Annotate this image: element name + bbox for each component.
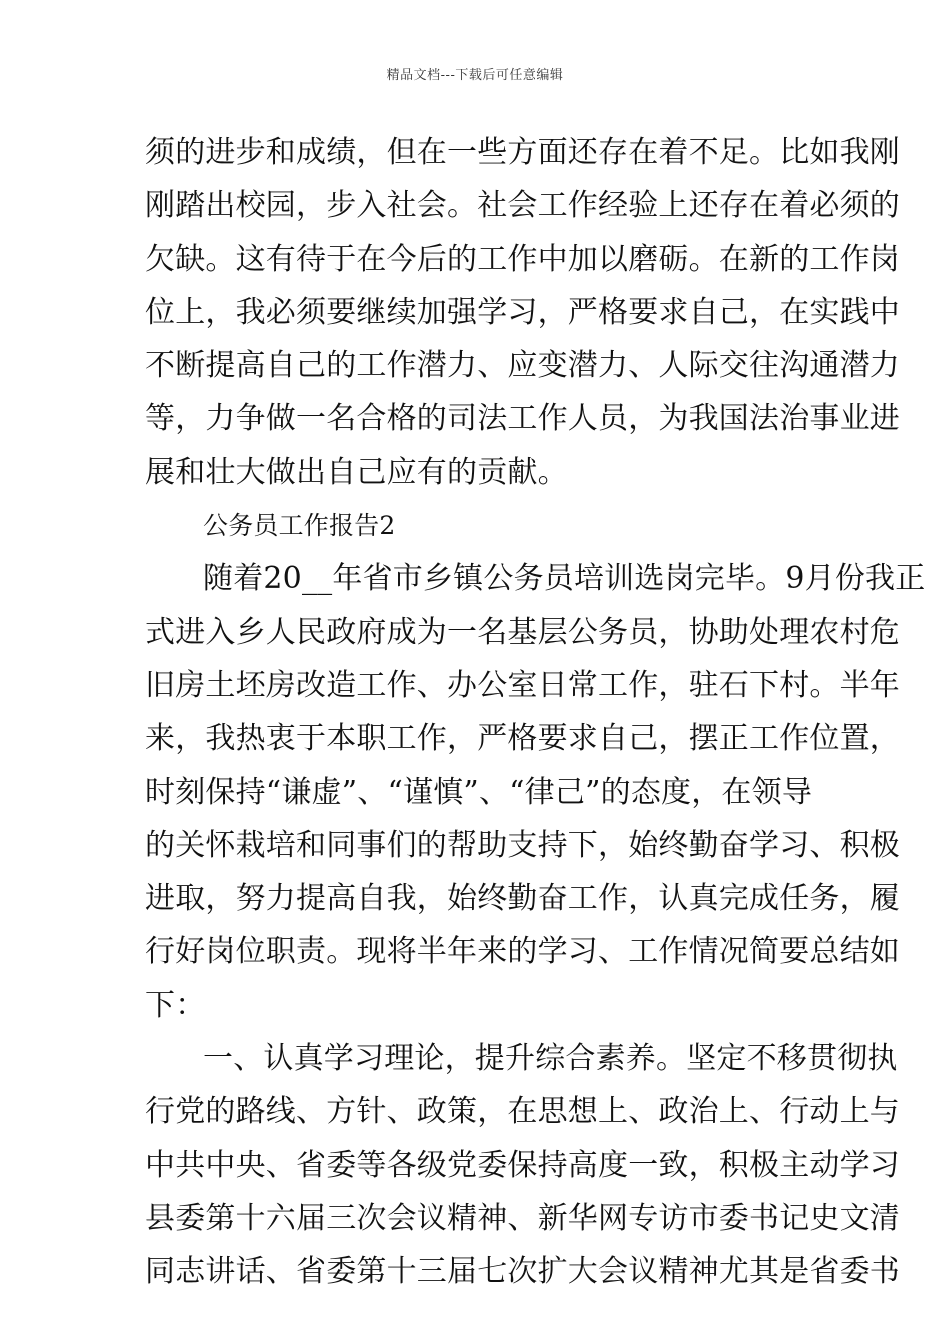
text-line: 欠缺。这有待于在今后的工作中加以磨砺。在新的工作岗 <box>145 241 900 277</box>
document-body <box>145 126 926 1299</box>
text-line: 来，我热衷于本职工作，严格要求自己，摆正工作位置， <box>145 721 900 757</box>
paragraph-first-line: 随着20__年省市乡镇公务员培训选岗完毕。9月份我正 <box>203 561 926 597</box>
text-line: 行党的路线、方针、政策，在思想上、政治上、行动上与 <box>145 1094 900 1130</box>
text-line: 等，力争做一名合格的司法工作人员，为我国法治事业进 <box>145 401 900 437</box>
text-line: 刚踏出校园，步入社会。社会工作经验上还存在着必须的 <box>145 188 900 224</box>
text-line: 下： <box>145 987 206 1023</box>
text-line: 的关怀栽培和同事们的帮助支持下，始终勤奋学习、积极 <box>145 827 900 863</box>
text-line: 须的进步和成绩，但在一些方面还存在着不足。比如我刚 <box>145 135 900 170</box>
text-line: 位上，我必须要继续加强学习，严格要求自己，在实践中 <box>145 294 900 330</box>
text-line: 同志讲话、省委第十三届七次扩大会议精神尤其是省委书 <box>145 1254 900 1290</box>
text-line: 旧房土坯房改造工作、办公室日常工作，驻石下村。半年 <box>145 667 900 703</box>
text-line: 县委第十六届三次会议精神、新华网专访市委书记史文清 <box>145 1200 900 1236</box>
text-line: 进取，努力提高自我，始终勤奋工作，认真完成任务，履 <box>145 881 900 917</box>
text-line: 不断提高自己的工作潜力、应变潜力、人际交往沟通潜力 <box>145 348 900 384</box>
text-line: 行好岗位职责。现将半年来的学习、工作情况简要总结如 <box>145 934 900 970</box>
text-line: 中共中央、省委等各级党委保持高度一致，积极主动学习 <box>145 1147 900 1183</box>
paragraph-first-line: 一、认真学习理论，提升综合素养。坚定不移贯彻执 <box>203 1041 898 1077</box>
section-heading: 公务员工作报告2 <box>203 511 396 541</box>
page-header: 精品文档---下载后可任意编辑 <box>386 68 564 83</box>
text-line: 展和壮大做出自己应有的贡献。 <box>145 454 568 490</box>
text-line: 式进入乡人民政府成为一名基层公务员，协助处理农村危 <box>145 614 900 650</box>
text-line: 时刻保持“谦虚”、“谨慎”、“律己”的态度，在领导 <box>145 774 813 810</box>
